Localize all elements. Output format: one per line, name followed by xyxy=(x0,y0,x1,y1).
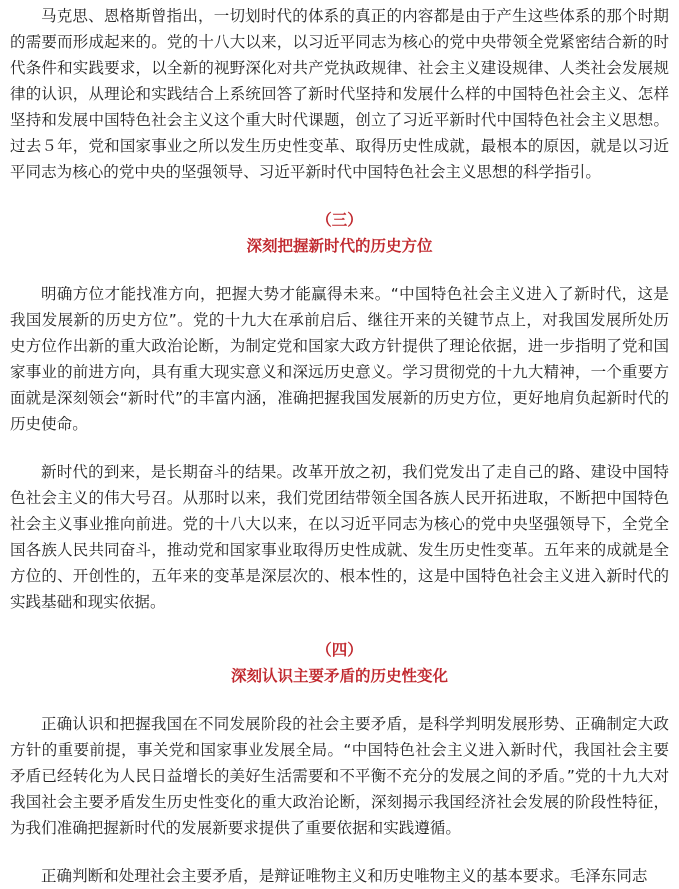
spacer xyxy=(10,259,669,281)
section-3-heading xyxy=(10,207,669,259)
spacer xyxy=(10,437,669,459)
spacer xyxy=(10,841,669,863)
spacer xyxy=(10,615,669,637)
section-3-number: （三） xyxy=(316,211,363,229)
section-4-title: 深刻认识主要矛盾的历史性变化 xyxy=(230,667,448,685)
section-4-number: （四） xyxy=(316,641,363,659)
section-3-paragraph-1: 明确方位才能找准方向，把握大势才能赢得未来。“中国特色社会主义进入了新时代，这是我国发展新的历史方位”。党的十九大在承前启后、继往开来的关键节点上，对我国发展所处历史方位作出新的重大政治论断，为制定党和国家大政方针提供了理论依据，进一步指明了党和国家事业的前进方向，具有重大现实意义和深远历史意义。学习贯彻党的十九大精神，一个重要方面就是深刻领会“新时代”的丰富内涵，准确把握我国发展新的历史方位，更好地肩负起新时代的历史使命。 xyxy=(10,285,669,433)
section-3-title: 深刻把握新时代的历史方位 xyxy=(246,237,433,255)
section-4-paragraph-1: 正确认识和把握我国在不同发展阶段的社会主要矛盾，是科学判明发展形势、正确制定大政方针的重要前提，事关党和国家事业发展全局。“中国特色社会主义进入新时代，我国社会主要矛盾已经转化为人民日益增长的美好生活需要和不平衡不充分的发展之间的矛盾。”党的十九大对我国社会主要矛盾发生历史性变化的重大政治论断，深刻揭示我国经济社会发展的阶段性特征，为我们准确把握新时代的发展新要求提供了重要依据和实践遵循。 xyxy=(10,715,669,837)
section-4-paragraph-2: 正确判断和处理社会主要矛盾，是辩证唯物主义和历史唯物主义的基本要求。毛泽东同志 xyxy=(41,867,648,885)
section-4-heading xyxy=(10,637,669,689)
spacer xyxy=(10,185,669,207)
section-3-paragraph-2: 新时代的到来，是长期奋斗的结果。改革开放之初，我们党发出了走自己的路、建设中国特色社会主义的伟大号召。从那时以来，我们党团结带领全国各族人民开拓进取，不断把中国特色社会主义事业推向前进。党的十八大以来，在以习近平同志为核心的党中央坚强领导下，全党全国各族人民共同奋斗，推动党和国家事业取得历史性成就、发生历史性变革。五年来的成就是全方位的、开创性的，五年来的变革是深层次的、根本性的，这是中国特色社会主义进入新时代的实践基础和现实依据。 xyxy=(10,463,669,611)
intro-paragraph: 马克思、恩格斯曾指出，一切划时代的体系的真正的内容都是由于产生这些体系的那个时期的需要而形成起来的。党的十八大以来，以习近平同志为核心的党中央带领全党紧密结合新的时代条件和实践要求，以全新的视野深化对共产党执政规律、社会主义建设规律、人类社会发展规律的认识，从理论和实践结合上系统回答了新时代坚持和发展什么样的中国特色社会主义、怎样坚持和发展中国特色社会主义这个重大时代课题，创立了习近平新时代中国特色社会主义思想。过去５年，党和国家事业之所以发生历史性变革、取得历史性成就，最根本的原因，就是以习近平同志为核心的党中央的坚强领导、习近平新时代中国特色社会主义思想的科学指引。 xyxy=(10,7,669,181)
spacer xyxy=(10,689,669,711)
